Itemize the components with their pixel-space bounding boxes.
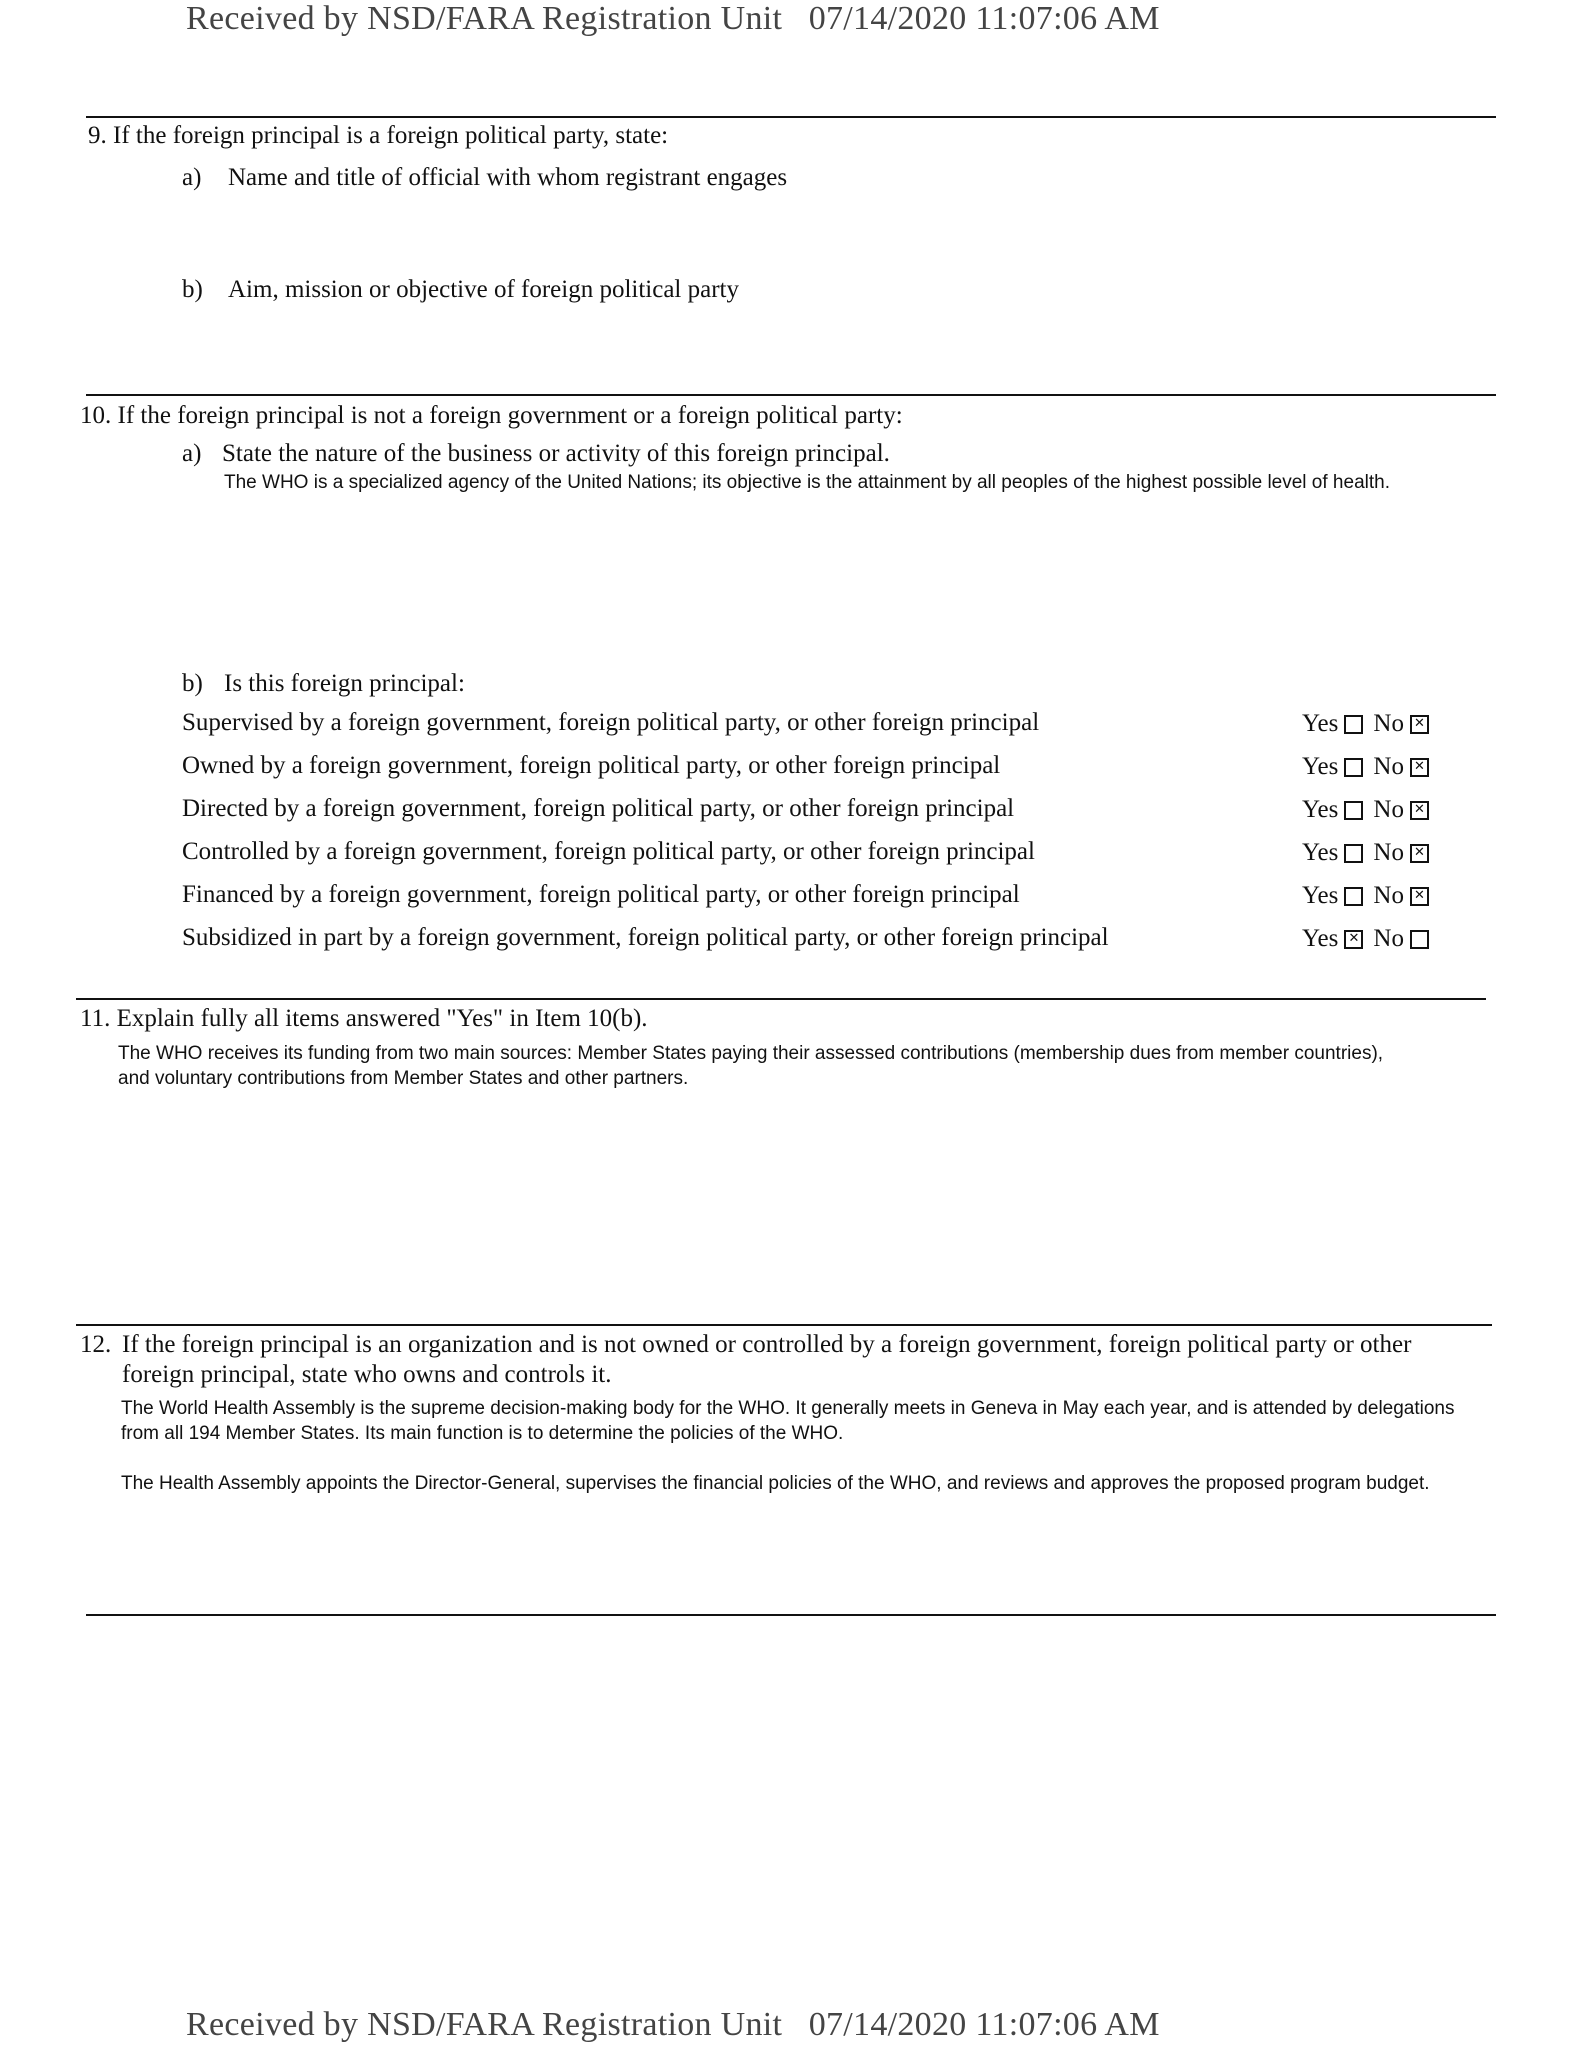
yes-checkbox[interactable] <box>1344 930 1363 949</box>
no-label: No <box>1373 753 1404 781</box>
item10-question-row <box>182 924 1472 958</box>
no-checkbox[interactable] <box>1410 715 1429 734</box>
item12-number: 12. <box>80 1331 112 1358</box>
item10-question-row <box>182 795 1472 829</box>
section-divider <box>86 1614 1496 1616</box>
no-label: No <box>1373 925 1404 953</box>
section-divider <box>76 998 1486 1000</box>
received-stamp-footer: Received by NSD/FARA Registration Unit 07/14/2020 11:07:06 AM <box>186 2006 1160 2043</box>
item12-answer-paragraph-1: The World Health Assembly is the supreme decision-making body for the WHO. It generally meets in Geneva in May each year, and is attended by delegations from all 194 Member States. Its main function is to determine the policies of the WHO. <box>121 1398 1455 1444</box>
item9-heading: 9. If the foreign principal is a foreign political party, state: <box>88 122 669 149</box>
item12-heading-line1: If the foreign principal is an organization and is not owned or controlled by a foreign government, foreign political party or other <box>122 1331 1412 1358</box>
yes-checkbox[interactable] <box>1344 887 1363 906</box>
item10-b-marker: b) <box>182 670 203 697</box>
yes-checkbox[interactable] <box>1344 715 1363 734</box>
yes-no-group <box>1302 709 1439 738</box>
item9-b-marker: b) <box>182 276 203 303</box>
item10-question-row <box>182 709 1472 743</box>
section-divider <box>86 116 1496 118</box>
yes-checkbox[interactable] <box>1344 844 1363 863</box>
section-divider <box>76 1324 1492 1326</box>
yes-label: Yes <box>1302 796 1339 824</box>
yes-no-group <box>1302 752 1439 781</box>
item12-heading-line2: foreign principal, state who owns and controls it. <box>122 1361 612 1388</box>
no-label: No <box>1373 839 1404 867</box>
question-label: Supervised by a foreign government, foreign political party, or other foreign principal <box>182 709 1040 736</box>
received-stamp-header: Received by NSD/FARA Registration Unit 07/14/2020 11:07:06 AM <box>186 0 1160 37</box>
no-label: No <box>1373 710 1404 738</box>
yes-no-group <box>1302 924 1439 953</box>
question-label: Owned by a foreign government, foreign political party, or other foreign principal <box>182 752 1001 779</box>
no-checkbox[interactable] <box>1410 758 1429 777</box>
yes-label: Yes <box>1302 839 1339 867</box>
item9-b-text: Aim, mission or objective of foreign political party <box>228 276 739 303</box>
yes-checkbox[interactable] <box>1344 801 1363 820</box>
item10-question-row <box>182 752 1472 786</box>
item9-a-marker: a) <box>182 164 202 191</box>
question-label: Directed by a foreign government, foreign political party, or other foreign principal <box>182 795 1015 822</box>
yes-no-group <box>1302 881 1439 910</box>
no-label: No <box>1373 796 1404 824</box>
question-label: Controlled by a foreign government, foreign political party, or other foreign principal <box>182 838 1035 865</box>
yes-label: Yes <box>1302 882 1339 910</box>
item10-heading: 10. If the foreign principal is not a foreign government or a foreign political party: <box>80 402 903 429</box>
item10-question-row <box>182 838 1472 872</box>
item11-answer: The WHO receives its funding from two main sources: Member States paying their assessed contributions (membership dues from member countries), and voluntary contributions from Member States and other partners. <box>118 1043 1384 1089</box>
no-checkbox[interactable] <box>1410 887 1429 906</box>
no-checkbox[interactable] <box>1410 801 1429 820</box>
item10-a-marker: a) <box>182 440 202 467</box>
question-label: Subsidized in part by a foreign government, foreign political party, or other foreign principal <box>182 924 1109 951</box>
item10-b-text: Is this foreign principal: <box>224 670 465 697</box>
yes-label: Yes <box>1302 753 1339 781</box>
question-label: Financed by a foreign government, foreign political party, or other foreign principal <box>182 881 1020 908</box>
section-divider <box>86 394 1496 396</box>
item11-heading: 11. Explain fully all items answered "Yes" in Item 10(b). <box>80 1005 648 1032</box>
item10-question-row <box>182 881 1472 915</box>
item12-answer-paragraph-2: The Health Assembly appoints the Director-General, supervises the financial policies of the WHO, and reviews and approves the proposed program budget. <box>121 1473 1430 1494</box>
yes-no-group <box>1302 795 1439 824</box>
item10-a-answer: The WHO is a specialized agency of the United Nations; its objective is the attainment by all peoples of the highest possible level of health. <box>224 472 1390 493</box>
no-checkbox[interactable] <box>1410 930 1429 949</box>
no-label: No <box>1373 882 1404 910</box>
item10-a-text: State the nature of the business or activity of this foreign principal. <box>222 440 890 467</box>
yes-checkbox[interactable] <box>1344 758 1363 777</box>
item9-a-text: Name and title of official with whom registrant engages <box>228 164 788 191</box>
yes-label: Yes <box>1302 925 1339 953</box>
no-checkbox[interactable] <box>1410 844 1429 863</box>
yes-label: Yes <box>1302 710 1339 738</box>
yes-no-group <box>1302 838 1439 867</box>
